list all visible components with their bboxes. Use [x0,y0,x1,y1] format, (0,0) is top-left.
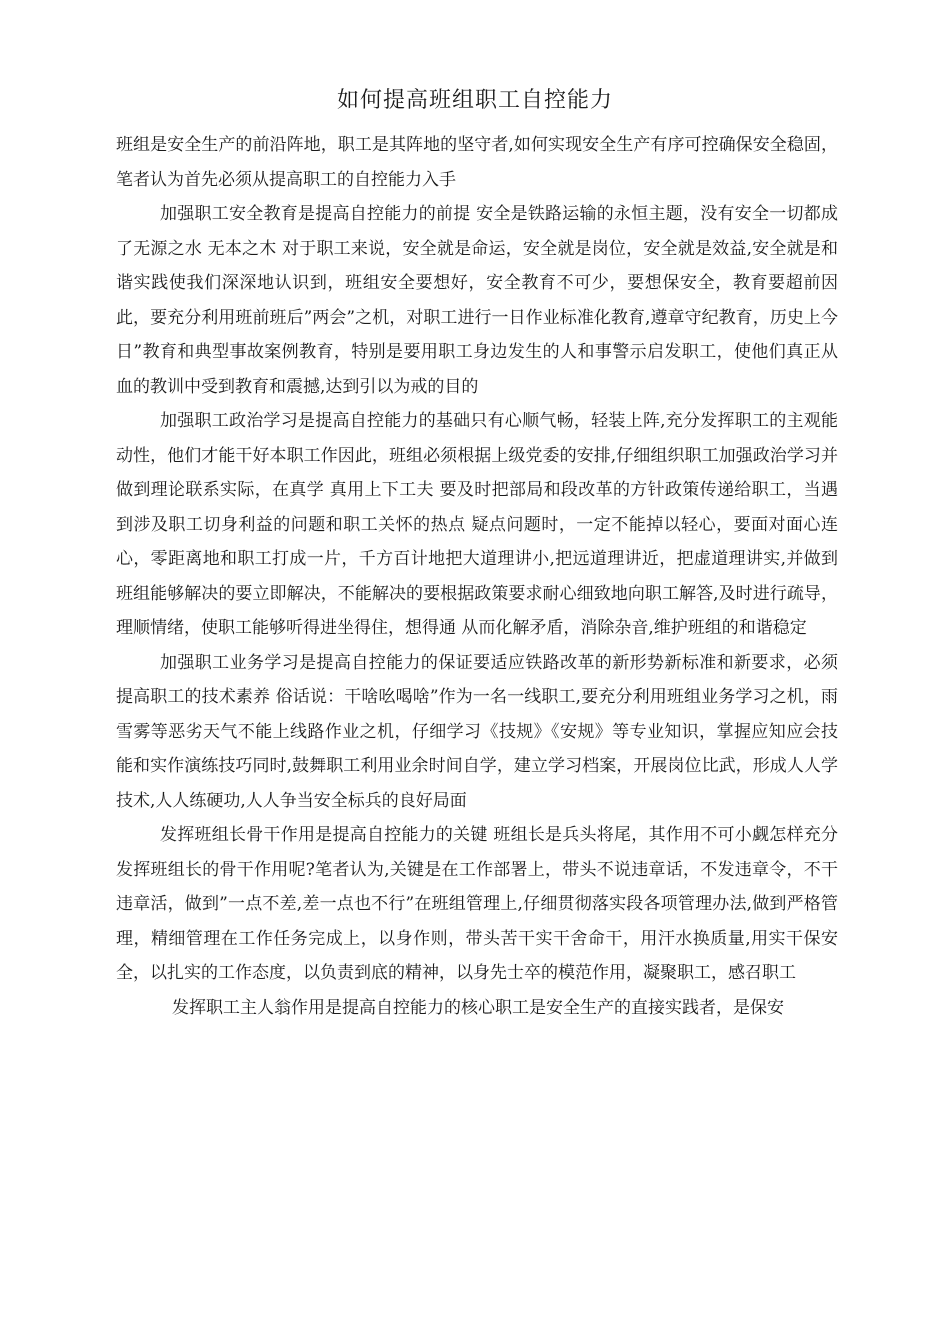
paragraph-political-study: 加强职工政治学习是提高自控能力的基础只有心顺气畅，轻装上阵,充分发挥职工的主观能动性，他们才能干好本职工作因此，班组必须根据上级党委的安排,仔细组织职工加强政治学习并做到理论联系实际，在真学 真用上下工夫 要及时把部局和段改革的方针政策传递给职工，当遇到涉及职工切身利益的问题和职工关怀的热点 疑点问题时，一定不能掉以轻心，要面对面心连心，零距离地和职工打成一片，千方百计地把大道理讲小,把远道理讲近，把虚道理讲实,并做到班组能够解决的要立即解决，不能解决的要根据政策要求耐心细致地向职工解答,及时进行疏导，理顺情绪，使职工能够听得进坐得住，想得通 从而化解矛盾，消除杂音,维护班组的和谐稳定 [116,411,838,638]
paragraph-worker-ownership: 发挥职工主人翁作用是提高自控能力的核心职工是安全生产的直接实践者，是保安 [172,997,784,1018]
document-body [116,128,838,1025]
document-title: 如何提高班组职工自控能力 [336,88,613,113]
paragraph-intro: 班组是安全生产的前沿阵地，职工是其阵地的坚守者,如何实现安全生产有序可控确保安全稳固，笔者认为首先必须从提高职工的自控能力入手 [116,135,838,190]
paragraph-business-study: 加强职工业务学习是提高自控能力的保证要适应铁路改革的新形势新标准和新要求，必须提高职工的技术素养 俗话说：干啥吆喝啥”作为一名一线职工,要充分利用班组业务学习之机，雨雪雾等恶劣天气不能上线路作业之机，仔细学习《技规》《安规》等专业知识，掌握应知应会技能和实作演练技巧同时,鼓舞职工利用业余时间自学，建立学习档案，开展岗位比武，形成人人学技术,人人练硬功,人人争当安全标兵的良好局面 [116,652,838,811]
paragraph-safety-education: 加强职工安全教育是提高自控能力的前提 安全是铁路运输的永恒主题，没有安全一切都成了无源之水 无本之木 对于职工来说，安全就是命运，安全就是岗位，安全就是效益,安全就是和谐实践使我们深深地认识到，班组安全要想好，安全教育不可少，要想保安全，教育要超前因此，要充分利用班前班后”两会”之机，对职工进行一日作业标准化教育,遵章守纪教育，历史上今日”教育和典型事故案例教育，特别是要用职工身边发生的人和事警示启发职工，使他们真正从血的教训中受到教育和震撼,达到引以为戒的目的 [116,204,838,397]
paragraph-team-leader-role: 发挥班组长骨干作用是提高自控能力的关键 班组长是兵头将尾，其作用不可小觑怎样充分发挥班组长的骨干作用呢?笔者认为,关键是在工作部署上，带头不说违章话，不发违章令，不干违章活，做到”一点不差,差一点也不行”在班组管理上,仔细贯彻落实段各项管理办法,做到严格管理，精细管理在工作任务完成上，以身作则，带头苦干实干舍命干，用汗水换质量,用实干保安全，以扎实的工作态度，以负责到底的精神，以身先士卒的模范作用，凝聚职工，感召职工 [116,825,838,983]
